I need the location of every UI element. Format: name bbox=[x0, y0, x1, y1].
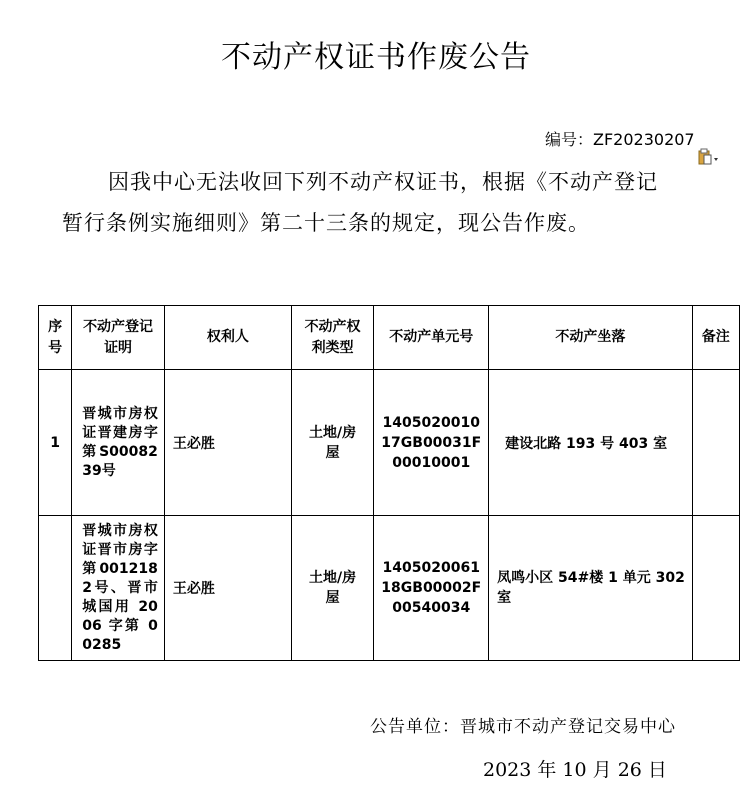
cell-remark bbox=[692, 516, 739, 661]
table-row bbox=[39, 516, 740, 661]
page-title: 不动产权证书作废公告 bbox=[221, 40, 531, 75]
cell-right-type: 土地/房屋 bbox=[291, 516, 374, 661]
header-unit-no: 不动产单元号 bbox=[374, 306, 489, 370]
cell-seq bbox=[39, 516, 72, 661]
issuer-line: 公告单位：晋城市不动产登记交易中心 bbox=[370, 717, 676, 737]
header-cert: 不动产登记证明 bbox=[72, 306, 165, 370]
cell-cert: 晋城市房权证晋建房字第S0008239号 bbox=[72, 370, 165, 516]
cell-remark bbox=[692, 370, 739, 516]
cell-holder: 王必胜 bbox=[164, 370, 291, 516]
paste-options-icon[interactable] bbox=[698, 148, 720, 166]
issue-date: 2023 年 10 月 26 日 bbox=[483, 759, 667, 781]
notice-paragraph-line-2: 暂行条例实施细则》第二十三条的规定，现公告作废。 bbox=[62, 211, 590, 235]
cell-seq: 1 bbox=[39, 370, 72, 516]
cell-location: 建设北路 193 号 403 室 bbox=[489, 370, 692, 516]
table-row bbox=[39, 370, 740, 516]
header-holder: 权利人 bbox=[164, 306, 291, 370]
document-number: 编号：ZF20230207 bbox=[545, 130, 695, 149]
cell-location: 凤鸣小区 54#楼 1 单元 302 室 bbox=[489, 516, 692, 661]
notice-paragraph-line-1: 因我中心无法收回下列不动产权证书，根据《不动产登记 bbox=[108, 170, 658, 194]
cell-right-type: 土地/房屋 bbox=[291, 370, 374, 516]
header-location: 不动产坐落 bbox=[489, 306, 692, 370]
cell-holder: 王必胜 bbox=[164, 516, 291, 661]
cell-unit-no: 140502001017GB00031F00010001 bbox=[374, 370, 489, 516]
cancelled-certificates-table bbox=[38, 305, 740, 661]
header-seq: 序号 bbox=[39, 306, 72, 370]
cell-unit-no: 140502006118GB00002F00540034 bbox=[374, 516, 489, 661]
cell-cert: 晋城市房权证晋市房字第0012182号、晋市城国用 2006 字第 00285 bbox=[72, 516, 165, 661]
header-right-type: 不动产权利类型 bbox=[291, 306, 374, 370]
table-header-row bbox=[39, 306, 740, 370]
header-remark: 备注 bbox=[692, 306, 739, 370]
